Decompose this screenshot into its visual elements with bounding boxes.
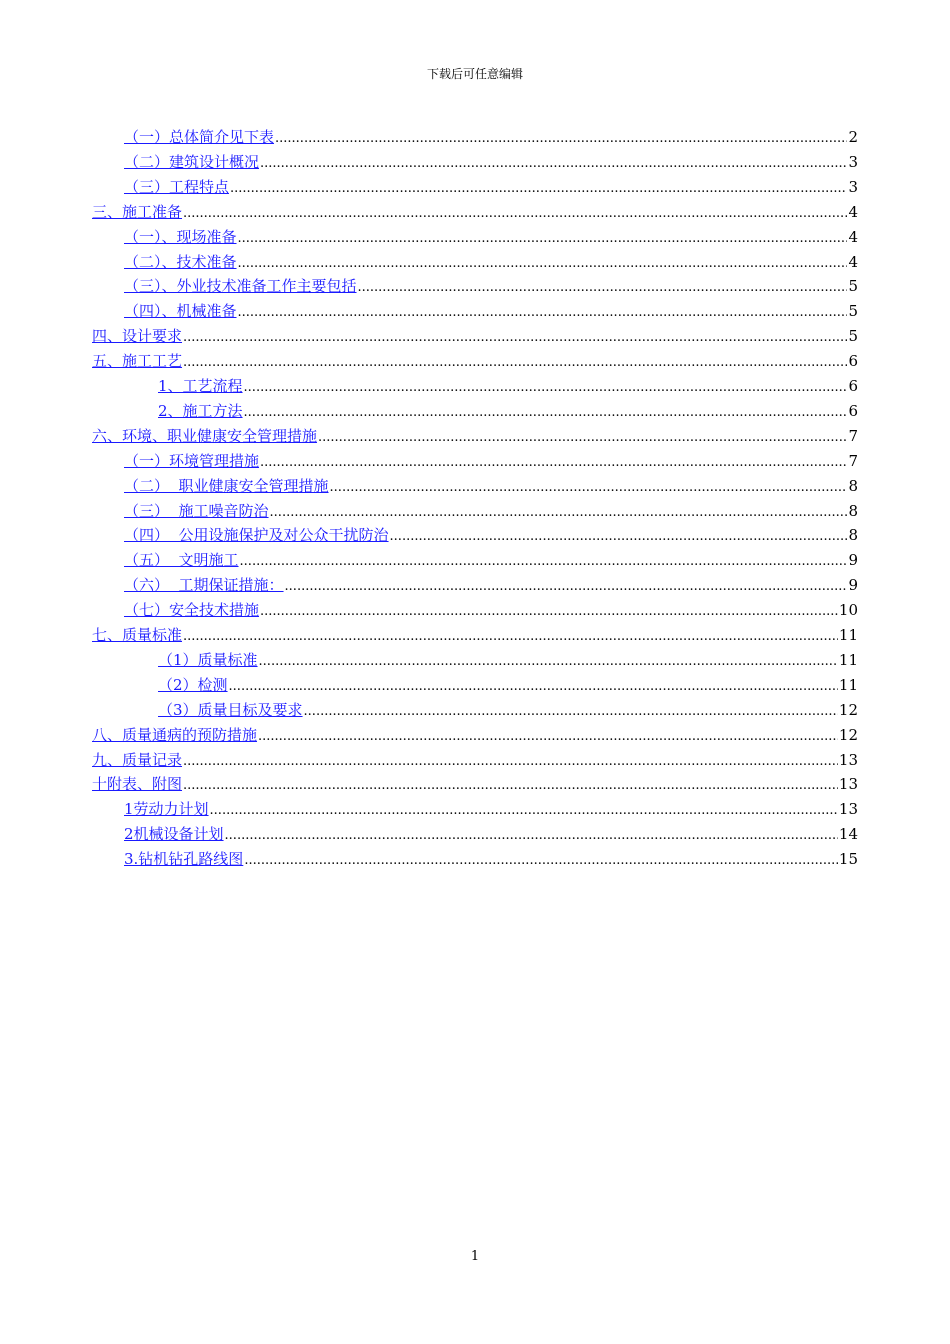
page-number: 1 <box>470 1249 480 1264</box>
toc-entry[interactable] <box>124 548 858 573</box>
toc-entry-title[interactable]: 五、施工工艺 <box>92 352 183 371</box>
toc-entry[interactable] <box>124 175 858 200</box>
toc-dot-leader <box>260 599 838 624</box>
toc-entry-page: 11 <box>838 626 858 644</box>
toc-entry-title[interactable]: （二）、技术准备 <box>124 252 237 271</box>
toc-entry[interactable] <box>92 324 858 349</box>
toc-entry-page: 3 <box>848 152 858 171</box>
toc-dot-leader <box>238 226 848 251</box>
toc-entry-title[interactable]: 六、环境、职业健康安全管理措施 <box>92 426 318 445</box>
toc-entry-page: 8 <box>848 476 858 495</box>
toc-entry-title[interactable]: （三）工程特点 <box>124 177 230 196</box>
toc-entry-title[interactable]: （七）安全技术措施 <box>124 601 260 620</box>
toc-entry-page: 5 <box>848 277 858 296</box>
toc-entry-page: 14 <box>838 825 858 844</box>
toc-entry-title[interactable]: （一）、现场准备 <box>124 227 237 246</box>
toc-entry-page: 7 <box>848 426 858 445</box>
toc-entry-page: 7 <box>848 451 858 470</box>
toc-entry[interactable] <box>158 698 858 723</box>
toc-entry[interactable] <box>92 623 858 648</box>
toc-entry[interactable] <box>158 673 858 698</box>
toc-entry-title[interactable]: （五） 文明施工 <box>124 551 239 570</box>
toc-entry-title[interactable]: （三） 施工噪音防治 <box>124 501 269 520</box>
toc-entry-page: 5 <box>848 327 858 346</box>
toc-dot-leader <box>183 749 838 774</box>
toc-entry[interactable] <box>124 499 858 524</box>
toc-dot-leader <box>270 500 848 525</box>
toc-entry-title[interactable]: （2）检测 <box>158 675 228 694</box>
toc-entry-page: 13 <box>838 775 858 794</box>
toc-dot-leader <box>183 773 838 798</box>
toc-entry[interactable] <box>124 299 858 324</box>
toc-dot-leader <box>183 201 847 226</box>
toc-entry-title[interactable]: （3）质量目标及要求 <box>158 700 303 719</box>
toc-entry-page: 8 <box>848 526 858 545</box>
toc-entry-title[interactable]: （1）质量标准 <box>158 650 258 669</box>
toc-entry[interactable] <box>124 274 858 299</box>
toc-entry[interactable] <box>92 723 858 748</box>
toc-entry-page: 15 <box>838 850 858 869</box>
toc-dot-leader <box>304 699 838 724</box>
toc-entry[interactable] <box>158 648 858 673</box>
toc-entry-page: 6 <box>848 352 858 371</box>
toc-entry-page: 10 <box>838 601 858 620</box>
page-header: 下载后可任意编辑 <box>426 67 523 81</box>
toc-entry-title[interactable]: （六） 工期保证措施： <box>124 576 284 595</box>
toc-dot-leader <box>238 300 848 325</box>
toc-entry-title[interactable]: （一）总体简介见下表 <box>124 128 275 146</box>
toc-dot-leader <box>318 425 847 450</box>
toc-dot-leader <box>244 400 848 425</box>
toc-entry-page: 6 <box>848 377 858 395</box>
toc-dot-leader <box>210 798 838 823</box>
toc-dot-leader <box>183 350 847 375</box>
toc-entry-title[interactable]: （二）建筑设计概况 <box>124 152 260 171</box>
toc-entry[interactable] <box>92 349 858 374</box>
toc-entry-title[interactable]: 2机械设备计划 <box>124 825 224 844</box>
toc-entry[interactable] <box>124 822 858 847</box>
toc-entry-title[interactable]: 三、施工准备 <box>92 202 183 221</box>
toc-dot-leader <box>229 674 838 699</box>
toc-entry-title[interactable]: （四） 公用设施保护及对公众干扰防治 <box>124 526 389 545</box>
toc-dot-leader <box>330 475 848 500</box>
toc-entry-page: 2 <box>848 128 858 146</box>
toc-entry-page: 11 <box>838 675 858 694</box>
toc-entry-page: 8 <box>848 501 858 520</box>
toc-entry-page: 9 <box>848 576 858 595</box>
toc-entry-title[interactable]: 八、质量通病的预防措施 <box>92 725 258 744</box>
toc-dot-leader <box>183 624 838 649</box>
toc-entry-title[interactable]: 3.钻机钻孔路线图 <box>124 850 244 869</box>
toc-dot-leader <box>240 549 848 574</box>
toc-entry[interactable] <box>124 847 858 872</box>
toc-entry-page: 6 <box>848 401 858 420</box>
toc-entry-title[interactable]: （一）环境管理措施 <box>124 451 260 470</box>
toc-entry[interactable] <box>92 748 858 773</box>
toc-entry-title[interactable]: （四）、机械准备 <box>124 302 237 321</box>
toc-entry-page: 3 <box>848 177 858 196</box>
toc-entry-title[interactable]: 1、工艺流程 <box>158 377 243 395</box>
toc-dot-leader <box>258 724 838 749</box>
toc-entry[interactable] <box>92 424 858 449</box>
toc-entry-page: 13 <box>838 800 858 819</box>
toc-entry[interactable] <box>124 797 858 822</box>
toc-dot-leader <box>238 251 848 276</box>
toc-entry-page: 12 <box>838 725 858 744</box>
toc-dot-leader <box>260 151 847 176</box>
toc-dot-leader <box>183 325 847 350</box>
toc-entry[interactable] <box>158 399 858 424</box>
toc-entry-title[interactable]: （二） 职业健康安全管理措施 <box>124 476 329 495</box>
toc-dot-leader <box>244 848 838 873</box>
toc-entry-page: 4 <box>848 202 858 221</box>
toc-entry[interactable] <box>124 250 858 275</box>
toc-entry[interactable] <box>124 523 858 548</box>
toc-entry[interactable] <box>124 573 858 598</box>
toc-entry-page: 4 <box>848 252 858 271</box>
toc-entry[interactable] <box>92 200 858 225</box>
toc-dot-leader <box>285 574 848 599</box>
toc-entry-title[interactable]: 1劳动力计划 <box>124 800 209 819</box>
toc-dot-leader <box>225 823 838 848</box>
toc-entry-page: 13 <box>838 750 858 769</box>
toc-entry[interactable] <box>124 474 858 499</box>
toc-entry[interactable] <box>92 772 858 797</box>
toc-entry[interactable] <box>124 225 858 250</box>
toc-entry-page: 4 <box>848 227 858 246</box>
toc-entry-page: 9 <box>848 551 858 570</box>
toc-entry[interactable] <box>158 374 858 399</box>
toc-entry-title[interactable]: 四、设计要求 <box>92 327 183 346</box>
toc-dot-leader <box>260 450 847 475</box>
toc-entry-page: 5 <box>848 302 858 321</box>
toc-entry[interactable] <box>124 125 858 150</box>
toc-entry[interactable] <box>124 598 858 623</box>
toc-entry-title[interactable]: 九、质量记录 <box>92 750 183 769</box>
toc-dot-leader <box>358 275 848 300</box>
toc-entry-title[interactable]: 十附表、附图 <box>92 775 183 794</box>
toc-entry-page: 12 <box>838 700 858 719</box>
toc-entry[interactable] <box>124 150 858 175</box>
toc-dot-leader <box>230 176 847 201</box>
toc-dot-leader <box>259 649 838 674</box>
toc-dot-leader <box>390 524 848 549</box>
toc-entry-title[interactable]: （三）、外业技术准备工作主要包括 <box>124 277 357 296</box>
toc-entry-page: 11 <box>838 650 858 669</box>
toc-dot-leader <box>275 126 847 151</box>
toc-dot-leader <box>244 375 848 400</box>
toc-entry-title[interactable]: 七、质量标准 <box>92 626 183 644</box>
toc-entry-title[interactable]: 2、施工方法 <box>158 401 243 420</box>
toc-entry[interactable] <box>124 449 858 474</box>
